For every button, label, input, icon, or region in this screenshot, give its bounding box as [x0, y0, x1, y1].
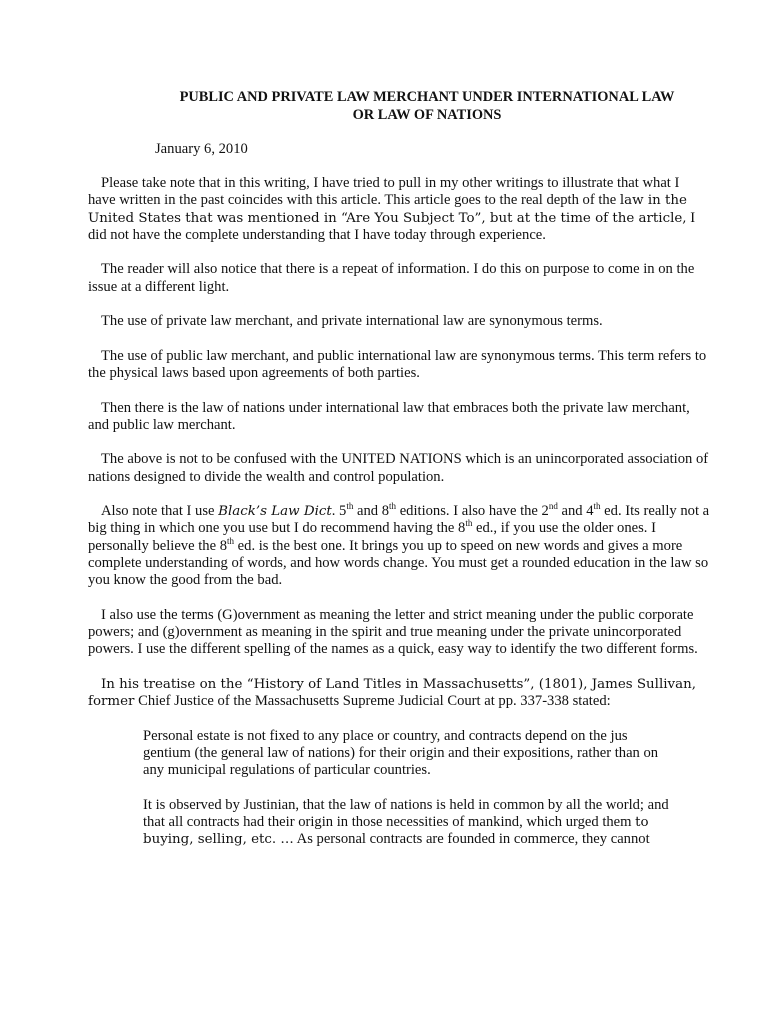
paragraph-1-text-c: I did not have the complete understanding that I have today through experience.	[88, 209, 696, 243]
p7-sup-4: th	[593, 501, 601, 512]
p7-text-7: ed., if you use the older ones. I personally believe the 8	[88, 520, 656, 554]
p7-sup-6: th	[227, 535, 235, 546]
quote-2-text-c: As personal contracts are founded in commerce, they cannot	[293, 831, 650, 848]
p7-text-4: editions. I also have the 2	[396, 503, 549, 520]
p7-sup-3: nd	[548, 501, 558, 512]
paragraph-8: I also use the terms (G)overnment as meaning the letter and strict meaning under the public corporate powers; and (g)overnment as meaning in the spirit and true meaning under the private unincorporated powers. I use the different spelling of the names as a quick, easy way to identify the two different forms.	[88, 606, 698, 657]
document-date: January 6, 2010	[155, 141, 248, 157]
paragraph-1	[88, 175, 710, 244]
p7-sup-2: th	[389, 501, 397, 512]
document-title	[144, 88, 710, 124]
quote-2-text-a: It is observed by Justinian, that the law of nations is held in common by all the world; and that all contracts had their origin in those necessities of mankind, which urged them	[143, 797, 669, 831]
paragraph-3: The use of private law merchant, and private international law are synonymous terms.	[101, 313, 603, 330]
paragraph-9-text-a: In his treatise on the “History of Land Titles in Massachusetts”, (1801), James Sullivan, former	[88, 676, 696, 709]
paragraph-9	[88, 676, 710, 710]
paragraph-1-text-a: Please take note that in this writing, I have tried to pull in my other writings to illustrate that what I have written in the past coincides with this article. This article goes to the real depth of the	[88, 175, 680, 209]
title-line-2: OR LAW OF NATIONS	[352, 107, 502, 123]
p7-text-5: and 4	[557, 503, 594, 520]
p7-sup-5: th	[465, 518, 473, 529]
block-quote-1: Personal estate is not fixed to any place or country, and contracts depend on the jus gentium (the general law of nations) for their origin and their expositions, rather than on any municipal regulations of particular countries.	[143, 728, 659, 779]
paragraph-2: The reader will also notice that there is a repeat of information. I do this on purpose to come in on the issue at a different light.	[88, 261, 695, 295]
p7-text-3: and 8	[353, 503, 390, 520]
paragraph-1-text-b: law in the United States that was mentioned in “Are You Subject To”, but at the time of the article,	[88, 193, 687, 226]
p7-text-1: Also note that I use	[101, 503, 219, 520]
paragraph-7	[88, 503, 710, 589]
paragraph-9-text-b: Chief Justice of the Massachusetts Supreme Judicial Court at pp. 337-338 stated:	[134, 692, 611, 709]
paragraph-5: Then there is the law of nations under international law that embraces both the private law merchant, and public law merchant.	[88, 399, 690, 433]
p7-text-8: ed. is the best one. It brings you up to speed on new words and gives a more complete understanding of words, and how words change. You must get a rounded education in the law so you know the good from the bad.	[88, 537, 709, 588]
title-line-1: PUBLIC AND PRIVATE LAW MERCHANT UNDER INTERNATIONAL LAW	[179, 89, 675, 105]
p7-text-6: ed. Its really not a big thing in which one you use but I do recommend having the 8	[88, 503, 710, 537]
block-quote-2	[143, 797, 670, 849]
paragraph-4: The use of public law merchant, and public international law are synonymous terms. This term refers to the physical laws based upon agreements of both parties.	[88, 347, 707, 381]
p7-book-title: Black’s Law Dict	[218, 504, 332, 520]
p7-sup-1: th	[346, 501, 354, 512]
paragraph-6: The above is not to be confused with the UNITED NATIONS which is an unincorporated association of nations designed to divide the wealth and control population.	[88, 451, 709, 485]
p7-text-2: . 5	[331, 503, 347, 520]
quote-2-text-b: to buying, selling, etc. …	[143, 815, 649, 848]
